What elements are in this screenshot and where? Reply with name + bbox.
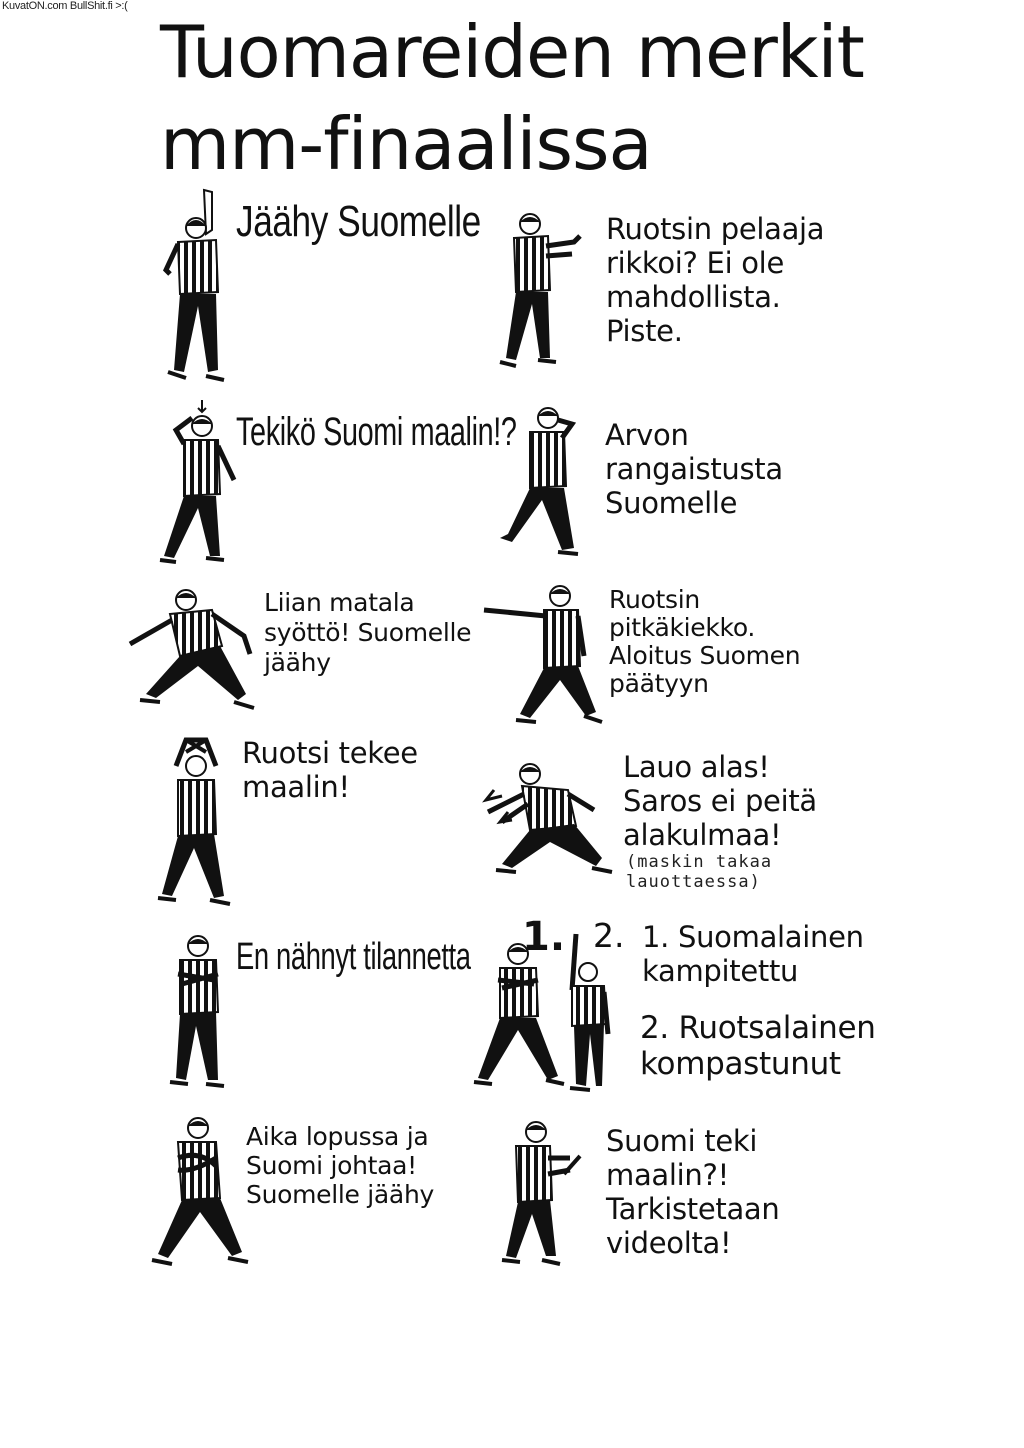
signal-caption-2: Ruotsin pelaaja rikkoi? Ei ole mahdollista. Piste.: [606, 212, 825, 348]
number-two-label: 2.: [593, 916, 625, 955]
signal-caption-10b: 2. Ruotsalainen kompastunut: [640, 1010, 876, 1082]
referee-arms-folded-icon: [164, 934, 234, 1089]
signal-caption-6: Ruotsin pitkäkiekko. Aloitus Suomen päätyyn: [609, 585, 801, 698]
signal-caption-4: Arvon rangaistusta Suomelle: [605, 418, 783, 520]
signal-note-8: (maskin takaa lauottaessa): [626, 852, 773, 892]
signal-caption-8: Lauo alas! Saros ei peitä alakulmaa!: [623, 750, 817, 852]
signal-caption-5: Liian matala syöttö! Suomelle jäähy: [264, 588, 472, 677]
referee-arms-rolling-icon: [150, 1114, 250, 1274]
number-one-label: 1.: [522, 914, 566, 960]
watermark: KuvatON.com BullShit.fi >:(: [2, 0, 128, 12]
page-title: [160, 6, 864, 190]
signal-caption-11: Aika lopussa ja Suomi johtaa! Suomelle jäähy: [246, 1122, 434, 1209]
signal-caption-9: En nähnyt tilannetta: [236, 936, 471, 978]
referee-hand-to-face-icon: [498, 404, 588, 559]
referee-arm-pointing-icon: [480, 582, 610, 727]
referee-hand-on-head-icon: [158, 400, 238, 565]
signal-caption-3: Tekikö Suomi maalin!?: [236, 410, 517, 454]
referee-arms-crossed-overhead-icon: [156, 736, 241, 906]
signal-caption-12: Suomi teki maalin?! Tarkistetaan videolta!: [606, 1124, 780, 1260]
title-line-1: Tuomareiden merkit: [160, 10, 864, 94]
referee-video-review-icon: [502, 1118, 592, 1273]
referee-low-sweep-icon: [472, 760, 617, 880]
signal-caption-10a: 1. Suomalainen kampitettu: [642, 920, 864, 988]
referee-hands-forward-icon: [500, 212, 590, 372]
title-line-2: mm-finaalissa: [160, 102, 652, 186]
signal-caption-1: Jäähy Suomelle: [236, 197, 481, 246]
referee-crouch-point-icon: [126, 584, 266, 714]
signal-caption-7: Ruotsi tekee maalin!: [242, 736, 418, 804]
referee-arm-raised-icon: [160, 190, 240, 385]
